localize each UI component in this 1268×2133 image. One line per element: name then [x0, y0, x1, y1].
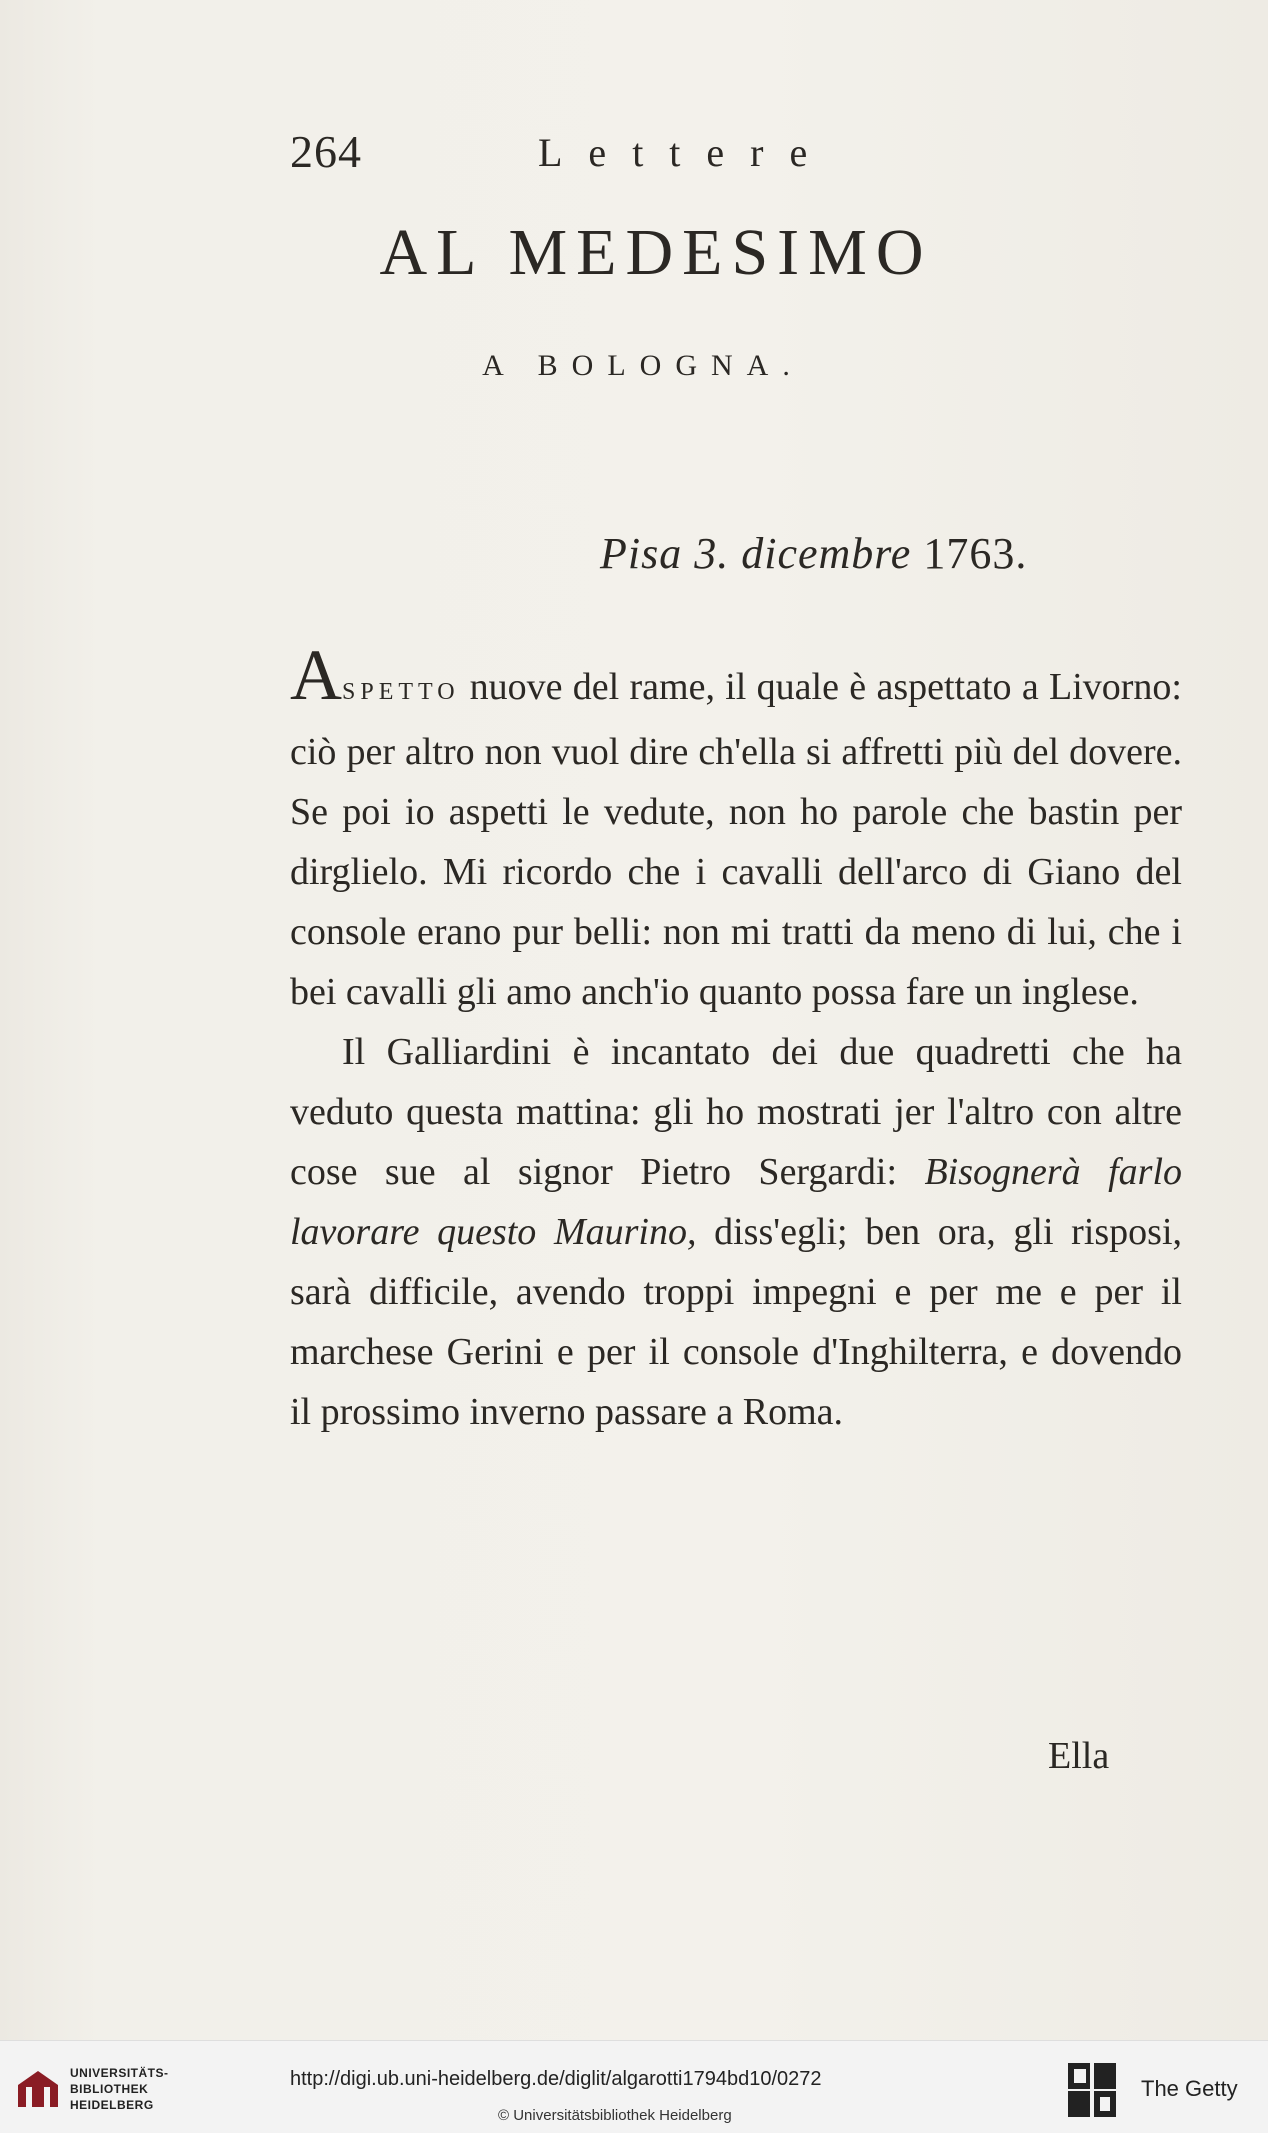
paragraph-2-text-end: diss'egli; ben ora, gli risposi, sarà difficile, avendo troppi impegni e per me e per il marchese Gerini e per il console d'Inghilterra, e dovendo il prossimo inverno passare a Roma.: [290, 1211, 1183, 1433]
small-caps-opening: SPETTO: [342, 679, 460, 705]
dateline-date: 3. dicembre: [694, 529, 912, 578]
letter-destination: A BOLOGNA.: [482, 349, 804, 382]
letter-title: AL MEDESIMO: [379, 216, 933, 289]
getty-logo-icon: [1066, 2061, 1118, 2119]
university-name: UNIVERSITÄTS- BIBLIOTHEK HEIDELBERG: [70, 2066, 169, 2112]
university-seal-icon: [14, 2067, 62, 2111]
dateline: [600, 528, 1027, 579]
paragraph-2-text-start: Il Galliardini è incantato dei due quadretti che ha veduto questa mattina: gli ho mostrati jer l'altro con altre cose sue al signor Pietro Sergardi:: [290, 1031, 1182, 1193]
letter-body: [290, 635, 1183, 1442]
viewer-footer: [0, 2040, 1268, 2133]
partner-name: The Getty: [1141, 2076, 1238, 2101]
paragraph-1: [290, 635, 1182, 1022]
page-header: [290, 125, 940, 185]
paragraph-2-italic-quote: Bisognerà farlo lavorare questo Maurino,: [290, 1151, 1182, 1253]
copyright-notice: © Universitätsbibliothek Heidelberg: [498, 2107, 732, 2124]
permalink-url[interactable]: http://digi.ub.uni-heidelberg.de/diglit/algarotti1794bd10/0272: [290, 2068, 822, 2090]
running-head: Lettere: [538, 130, 834, 175]
catchword: Ella: [1048, 1735, 1110, 1777]
dateline-year: 1763.: [923, 529, 1028, 578]
drop-cap: A: [290, 635, 342, 715]
paragraph-1-text: nuove del rame, il quale è aspettato a Livorno: ciò per altro non vuol dire ch'ella si affretti più del dovere. Se poi io aspetti le vedute, non ho parole che bastin per dirglielo. Mi ricordo che i cavalli dell'arco di Giano del console erano pur belli: non mi tratti da meno di lui, che i bei cavalli gli amo anch'io quanto possa fare un inglese.: [290, 666, 1182, 1013]
paragraph-2: [290, 1022, 1182, 1442]
page-number: 264: [290, 126, 362, 177]
dateline-place: Pisa: [600, 529, 683, 578]
